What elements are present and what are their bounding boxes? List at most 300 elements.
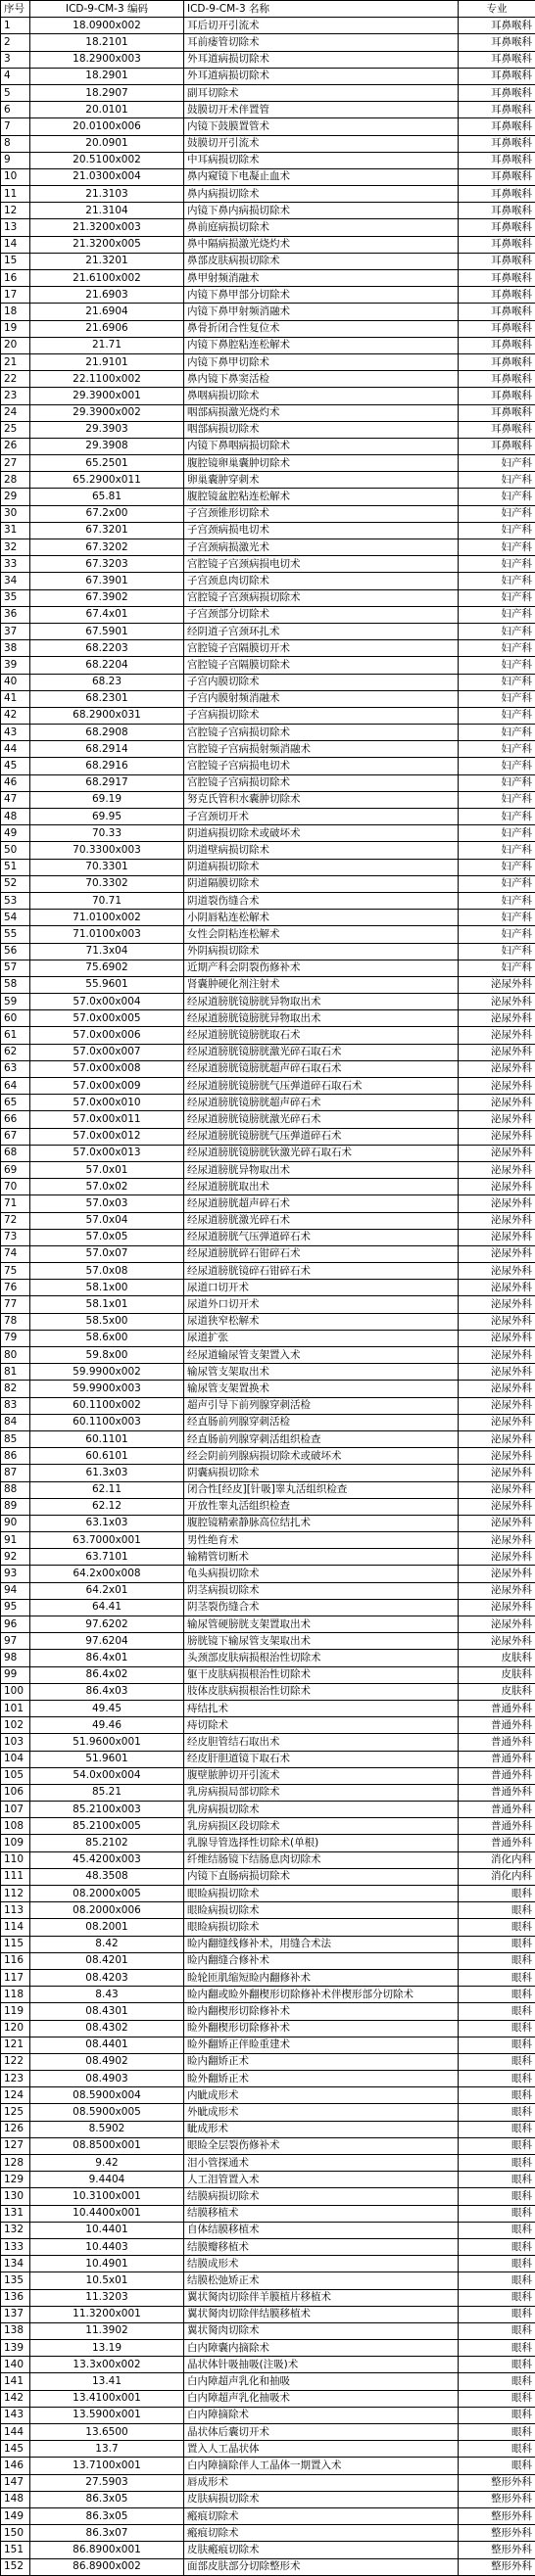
procedure-code: 68.2917 xyxy=(30,774,184,791)
procedure-name: 外耳道病损切除术 xyxy=(184,68,459,84)
table-row xyxy=(1,2424,535,2441)
row-index: 100 xyxy=(1,1683,30,1700)
procedure-code: 64.2x01 xyxy=(30,1582,184,1599)
specialty: 普通外科 xyxy=(459,1751,535,1767)
row-index: 47 xyxy=(1,791,30,808)
specialty: 泌尿外科 xyxy=(459,1498,535,1515)
table-row xyxy=(1,1751,535,1767)
table-row xyxy=(1,1430,535,1447)
row-index: 36 xyxy=(1,606,30,623)
table-row xyxy=(1,657,535,674)
procedure-name: 白内障超声乳化和抽吸 xyxy=(184,2373,459,2390)
procedure-code: 57.0x00x012 xyxy=(30,1128,184,1145)
procedure-name: 经尿道膀胱镜膀胱气压弹道碎石术 xyxy=(184,1128,459,1145)
procedure-code: 85.21 xyxy=(30,1784,184,1801)
row-index: 38 xyxy=(1,640,30,657)
procedure-name: 输精管切断术 xyxy=(184,1549,459,1566)
table-row xyxy=(1,2172,535,2188)
procedure-name: 经会阴前列腺病损切除术或破坏术 xyxy=(184,1448,459,1465)
procedure-code: 13.19 xyxy=(30,2340,184,2357)
specialty: 泌尿外科 xyxy=(459,1364,535,1381)
table-row xyxy=(1,640,535,657)
table-row xyxy=(1,1263,535,1280)
specialty: 普通外科 xyxy=(459,1700,535,1716)
table-row xyxy=(1,489,535,505)
procedure-code: 21.6100x002 xyxy=(30,270,184,287)
procedure-code: 11.3203 xyxy=(30,2289,184,2306)
row-index: 146 xyxy=(1,2458,30,2474)
row-index: 3 xyxy=(1,51,30,68)
row-index: 97 xyxy=(1,1633,30,1650)
specialty: 普通外科 xyxy=(459,1802,535,1818)
row-index: 121 xyxy=(1,2037,30,2053)
procedure-code: 10.4901 xyxy=(30,2256,184,2272)
specialty: 泌尿外科 xyxy=(459,1212,535,1229)
procedure-code: 45.4200x003 xyxy=(30,1851,184,1868)
table-row xyxy=(1,287,535,304)
row-index: 81 xyxy=(1,1364,30,1381)
procedure-code: 57.0x03 xyxy=(30,1195,184,1212)
procedure-code: 57.0x00x006 xyxy=(30,1027,184,1044)
specialty: 妇产科 xyxy=(459,589,535,606)
procedure-code: 10.4403 xyxy=(30,2238,184,2255)
row-index: 43 xyxy=(1,725,30,741)
procedure-name: 经尿道膀胱镜膀胱超声碎石术 xyxy=(184,1095,459,1111)
procedure-code: 57.0x07 xyxy=(30,1245,184,1262)
row-index: 102 xyxy=(1,1717,30,1734)
procedure-name: 经尿道膀胱镜膀胱取石术 xyxy=(184,1027,459,1044)
procedure-name: 经直肠前列腺穿刺活检 xyxy=(184,1414,459,1430)
row-index: 2 xyxy=(1,34,30,51)
procedure-name: 阴道病损切除术 xyxy=(184,859,459,875)
row-index: 92 xyxy=(1,1549,30,1566)
row-index: 55 xyxy=(1,926,30,943)
procedure-name: 翼状胬肉切除伴结膜移植术 xyxy=(184,2306,459,2322)
procedure-name: 腹壁脓肿切开引流术 xyxy=(184,1767,459,1784)
procedure-name: 经皮胆管结石取出术 xyxy=(184,1734,459,1751)
table-row xyxy=(1,337,535,353)
row-index: 120 xyxy=(1,2020,30,2037)
row-index: 78 xyxy=(1,1313,30,1330)
procedure-code: 11.3200x001 xyxy=(30,2306,184,2322)
row-index: 148 xyxy=(1,2491,30,2507)
row-index: 5 xyxy=(1,84,30,101)
procedure-code: 86.8900x002 xyxy=(30,2558,184,2575)
procedure-name: 外耳道病损切除术 xyxy=(184,51,459,68)
procedure-name: 肢体皮肤病损根治性切除术 xyxy=(184,1683,459,1700)
procedure-name: 耳后切开引流术 xyxy=(184,18,459,34)
procedure-code: 21.3103 xyxy=(30,186,184,203)
procedure-code: 21.3104 xyxy=(30,203,184,219)
table-row xyxy=(1,1734,535,1751)
procedure-code: 57.0x04 xyxy=(30,1212,184,1229)
row-index: 1 xyxy=(1,18,30,34)
row-index: 125 xyxy=(1,2104,30,2121)
procedure-name: 晶状体针吸抽吸(注吸)术 xyxy=(184,2357,459,2373)
procedure-code: 13.6500 xyxy=(30,2424,184,2441)
table-row xyxy=(1,960,535,976)
row-index: 48 xyxy=(1,809,30,825)
specialty: 眼科 xyxy=(459,2172,535,2188)
row-index: 35 xyxy=(1,589,30,606)
procedure-name: 鼻内病损切除术 xyxy=(184,186,459,203)
procedure-name: 外阴病损切除术 xyxy=(184,943,459,960)
procedure-code: 13.3x00x002 xyxy=(30,2357,184,2373)
procedure-code: 97.6202 xyxy=(30,1616,184,1633)
procedure-name: 阴道隔膜切除术 xyxy=(184,875,459,892)
table-row xyxy=(1,2474,535,2491)
specialty: 眼科 xyxy=(459,2458,535,2474)
procedure-name: 经尿道膀胱碎石钳碎石术 xyxy=(184,1245,459,1262)
procedure-code: 58.1x00 xyxy=(30,1280,184,1296)
procedure-code: 57.0x05 xyxy=(30,1229,184,1245)
specialty: 泌尿外科 xyxy=(459,1229,535,1245)
row-index: 107 xyxy=(1,1802,30,1818)
row-index: 90 xyxy=(1,1515,30,1531)
row-index: 67 xyxy=(1,1128,30,1145)
procedure-code: 67.5901 xyxy=(30,623,184,639)
specialty: 妇产科 xyxy=(459,707,535,724)
table-row xyxy=(1,674,535,690)
procedure-code: 21.0300x004 xyxy=(30,168,184,185)
procedure-code: 60.6101 xyxy=(30,1448,184,1465)
procedure-code: 60.1100x002 xyxy=(30,1397,184,1414)
procedure-code: 18.2901 xyxy=(30,68,184,84)
procedure-code: 08.2000x006 xyxy=(30,1902,184,1919)
row-index: 57 xyxy=(1,960,30,976)
table-row xyxy=(1,1296,535,1313)
procedure-code: 62.11 xyxy=(30,1481,184,1498)
procedure-name: 鼻骨折闭合性复位术 xyxy=(184,320,459,337)
row-index: 29 xyxy=(1,489,30,505)
procedure-name: 闭合性[经皮][针吸]睾丸活组织检查 xyxy=(184,1481,459,1498)
procedure-code: 20.0101 xyxy=(30,102,184,118)
table-row xyxy=(1,1616,535,1633)
specialty: 泌尿外科 xyxy=(459,1397,535,1414)
table-row xyxy=(1,1515,535,1531)
specialty: 妇产科 xyxy=(459,809,535,825)
specialty: 眼科 xyxy=(459,2424,535,2441)
procedure-code: 22.1100x002 xyxy=(30,371,184,388)
specialty: 妇产科 xyxy=(459,943,535,960)
procedure-code: 21.9101 xyxy=(30,353,184,370)
row-index: 76 xyxy=(1,1280,30,1296)
table-row xyxy=(1,472,535,489)
procedure-code: 86.4x01 xyxy=(30,1650,184,1666)
row-index: 131 xyxy=(1,2205,30,2222)
procedure-code: 68.2900x031 xyxy=(30,707,184,724)
row-index: 144 xyxy=(1,2424,30,2441)
specialty: 泌尿外科 xyxy=(459,976,535,993)
procedure-code: 08.2000x005 xyxy=(30,1886,184,1902)
procedure-code: 8.5902 xyxy=(30,2121,184,2137)
table-row xyxy=(1,2289,535,2306)
procedure-name: 睑内翻矫正术 xyxy=(184,2053,459,2070)
table-row xyxy=(1,1195,535,1212)
table-row xyxy=(1,1179,535,1195)
specialty: 皮肤科 xyxy=(459,1650,535,1666)
row-index: 112 xyxy=(1,1886,30,1902)
procedure-code: 08.4203 xyxy=(30,1969,184,1986)
table-row xyxy=(1,135,535,152)
procedure-name: 睑内翻缝合修补术 xyxy=(184,1952,459,1969)
procedure-name: 子宫内膜切除术 xyxy=(184,674,459,690)
procedure-name: 皮肤病损切除术 xyxy=(184,2491,459,2507)
specialty: 妇产科 xyxy=(459,892,535,909)
table-row xyxy=(1,1851,535,1868)
specialty: 泌尿外科 xyxy=(459,1280,535,1296)
row-index: 56 xyxy=(1,943,30,960)
row-index: 122 xyxy=(1,2053,30,2070)
procedure-name: 面部皮肤部分切除整形术 xyxy=(184,2558,459,2575)
specialty: 耳鼻喉科 xyxy=(459,287,535,304)
procedure-name: 睑外翻矫正术 xyxy=(184,2071,459,2087)
table-row xyxy=(1,809,535,825)
row-index: 147 xyxy=(1,2474,30,2491)
procedure-code: 21.3200x005 xyxy=(30,236,184,253)
procedure-code: 08.5900x005 xyxy=(30,2104,184,2121)
procedure-name: 内镜下鼻甲切除术 xyxy=(184,353,459,370)
row-index: 127 xyxy=(1,2137,30,2154)
specialty: 耳鼻喉科 xyxy=(459,270,535,287)
specialty: 妇产科 xyxy=(459,539,535,556)
table-row xyxy=(1,353,535,370)
procedure-name: 子宫颈部分切除术 xyxy=(184,606,459,623)
specialty: 妇产科 xyxy=(459,842,535,859)
procedure-name: 自体结膜移植术 xyxy=(184,2222,459,2238)
procedure-name: 经尿道膀胱超声碎石术 xyxy=(184,1195,459,1212)
row-index: 7 xyxy=(1,118,30,135)
row-index: 64 xyxy=(1,1078,30,1095)
procedure-name: 龟头病损切除术 xyxy=(184,1566,459,1582)
procedure-code: 08.4903 xyxy=(30,2071,184,2087)
procedure-name: 阴道壁病损切除术 xyxy=(184,842,459,859)
procedure-code: 57.0x00x004 xyxy=(30,994,184,1010)
specialty: 耳鼻喉科 xyxy=(459,253,535,269)
specialty: 泌尿外科 xyxy=(459,1347,535,1364)
specialty: 眼科 xyxy=(459,2373,535,2390)
row-index: 132 xyxy=(1,2222,30,2238)
specialty: 耳鼻喉科 xyxy=(459,118,535,135)
table-row xyxy=(1,1868,535,1885)
row-index: 62 xyxy=(1,1044,30,1060)
specialty: 整形外科 xyxy=(459,2491,535,2507)
table-row xyxy=(1,1666,535,1683)
specialty: 耳鼻喉科 xyxy=(459,34,535,51)
row-index: 41 xyxy=(1,690,30,707)
specialty: 眼科 xyxy=(459,2390,535,2407)
procedure-name: 输尿管硬膀胱支架置取出术 xyxy=(184,1616,459,1633)
procedure-name: 输尿管支架取出术 xyxy=(184,1364,459,1381)
procedure-name: 结膜移植术 xyxy=(184,2205,459,2222)
procedure-name: 努克氏管积水囊肿切除术 xyxy=(184,791,459,808)
row-index: 141 xyxy=(1,2373,30,2390)
specialty: 妇产科 xyxy=(459,640,535,657)
specialty: 妇产科 xyxy=(459,606,535,623)
table-row xyxy=(1,1330,535,1346)
specialty: 耳鼻喉科 xyxy=(459,320,535,337)
table-row xyxy=(1,2491,535,2507)
procedure-code: 59.9900x002 xyxy=(30,1364,184,1381)
procedure-name: 睑外翻楔形切除修补术 xyxy=(184,2020,459,2037)
procedure-name: 宫腔镜子宫隔膜切除术 xyxy=(184,657,459,674)
table-row xyxy=(1,2322,535,2339)
procedure-code: 10.3100x001 xyxy=(30,2188,184,2205)
table-row xyxy=(1,118,535,135)
row-index: 119 xyxy=(1,2003,30,2020)
procedure-code: 59.9900x003 xyxy=(30,1381,184,1397)
procedure-code: 65.2900x011 xyxy=(30,472,184,489)
procedure-name: 白内障摘除术 xyxy=(184,2407,459,2423)
procedure-name: 子宫内膜射频消融术 xyxy=(184,690,459,707)
specialty: 泌尿外科 xyxy=(459,1179,535,1195)
procedure-name: 睑内翻或睑外翻楔形切除修补术伴楔形部分切除术 xyxy=(184,1987,459,2003)
specialty: 泌尿外科 xyxy=(459,1111,535,1128)
table-row xyxy=(1,1161,535,1178)
specialty: 妇产科 xyxy=(459,741,535,758)
specialty: 泌尿外科 xyxy=(459,1245,535,1262)
table-row xyxy=(1,1582,535,1599)
procedure-code: 68.2204 xyxy=(30,657,184,674)
header-code: ICD-9-CM-3 编码 xyxy=(30,1,184,18)
row-index: 20 xyxy=(1,337,30,353)
specialty: 眼科 xyxy=(459,2155,535,2172)
table-row xyxy=(1,404,535,421)
procedure-code: 55.9601 xyxy=(30,976,184,993)
procedure-code: 59.8x00 xyxy=(30,1347,184,1364)
specialty: 普通外科 xyxy=(459,1835,535,1851)
specialty: 耳鼻喉科 xyxy=(459,337,535,353)
specialty: 眼科 xyxy=(459,2003,535,2020)
procedure-code: 58.6x00 xyxy=(30,1330,184,1346)
row-index: 129 xyxy=(1,2172,30,2188)
table-row xyxy=(1,606,535,623)
procedure-name: 经尿道膀胱气压弹道碎石术 xyxy=(184,1229,459,1245)
procedure-name: 置入人工晶状体 xyxy=(184,2441,459,2458)
procedure-name: 中耳病损切除术 xyxy=(184,152,459,168)
procedure-name: 肾囊肿硬化剂注射术 xyxy=(184,976,459,993)
table-row xyxy=(1,1397,535,1414)
table-row xyxy=(1,421,535,438)
procedure-name: 鼻内窥镜下电凝止血术 xyxy=(184,168,459,185)
row-index: 93 xyxy=(1,1566,30,1582)
specialty: 泌尿外科 xyxy=(459,1414,535,1430)
procedure-code: 29.3900x002 xyxy=(30,404,184,421)
row-index: 110 xyxy=(1,1851,30,1868)
procedure-name: 睑内翻缝线修补术，用缝合术法 xyxy=(184,1936,459,1952)
row-index: 116 xyxy=(1,1952,30,1969)
procedure-code: 49.46 xyxy=(30,1717,184,1734)
row-index: 88 xyxy=(1,1481,30,1498)
procedure-name: 宫腔镜子宫病损射频消融术 xyxy=(184,741,459,758)
table-row xyxy=(1,1886,535,1902)
specialty: 整形外科 xyxy=(459,2542,535,2558)
procedure-name: 子宫颈切开术 xyxy=(184,809,459,825)
row-index: 32 xyxy=(1,539,30,556)
table-row xyxy=(1,455,535,472)
table-row xyxy=(1,910,535,926)
procedure-code: 13.5900x001 xyxy=(30,2407,184,2423)
table-row xyxy=(1,2222,535,2238)
specialty: 眼科 xyxy=(459,2340,535,2357)
table-row xyxy=(1,2407,535,2423)
table-row xyxy=(1,1987,535,2003)
row-index: 4 xyxy=(1,68,30,84)
procedure-code: 86.3x05 xyxy=(30,2491,184,2507)
specialty: 眼科 xyxy=(459,1936,535,1952)
procedure-code: 51.9601 xyxy=(30,1751,184,1767)
table-row xyxy=(1,1245,535,1262)
row-index: 80 xyxy=(1,1347,30,1364)
table-row xyxy=(1,707,535,724)
procedure-name: 眦成形术 xyxy=(184,2121,459,2137)
procedure-name: 躯干皮肤病损根治性切除术 xyxy=(184,1666,459,1683)
specialty: 消化内科 xyxy=(459,1851,535,1868)
table-row xyxy=(1,2071,535,2087)
row-index: 13 xyxy=(1,219,30,236)
procedure-code: 29.3903 xyxy=(30,421,184,438)
procedure-name: 经尿道膀胱镜膀胱激光碎石取石术 xyxy=(184,1044,459,1060)
procedure-name: 耳前瘘管切除术 xyxy=(184,34,459,51)
specialty: 妇产科 xyxy=(459,505,535,522)
row-index: 53 xyxy=(1,892,30,909)
table-row xyxy=(1,320,535,337)
specialty: 妇产科 xyxy=(459,455,535,472)
procedure-name: 唇成形术 xyxy=(184,2474,459,2491)
table-row xyxy=(1,1818,535,1835)
procedure-code: 57.0x00x010 xyxy=(30,1095,184,1111)
procedure-name: 结膜成形术 xyxy=(184,2256,459,2272)
procedure-name: 纤维结肠镜下结肠息肉切除术 xyxy=(184,1851,459,1868)
row-index: 114 xyxy=(1,1919,30,1936)
table-body xyxy=(1,18,535,2576)
specialty: 眼科 xyxy=(459,2441,535,2458)
specialty: 泌尿外科 xyxy=(459,1582,535,1599)
specialty: 眼科 xyxy=(459,2407,535,2423)
table-row xyxy=(1,203,535,219)
table-row xyxy=(1,2205,535,2222)
procedure-code: 29.3900x001 xyxy=(30,388,184,404)
table-row xyxy=(1,186,535,203)
procedure-code: 11.3902 xyxy=(30,2322,184,2339)
table-row xyxy=(1,994,535,1010)
row-index: 59 xyxy=(1,994,30,1010)
procedure-code: 58.1x01 xyxy=(30,1296,184,1313)
procedure-code: 63.7000x001 xyxy=(30,1532,184,1549)
specialty: 眼科 xyxy=(459,2357,535,2373)
table-row xyxy=(1,2104,535,2121)
specialty: 整形外科 xyxy=(459,2525,535,2542)
procedure-name: 输尿管支架置换术 xyxy=(184,1381,459,1397)
procedure-code: 08.4302 xyxy=(30,2020,184,2037)
table-row xyxy=(1,1835,535,1851)
specialty: 泌尿外科 xyxy=(459,1430,535,1447)
procedure-name: 超声引导下前列腺穿刺活检 xyxy=(184,1397,459,1414)
specialty: 眼科 xyxy=(459,1919,535,1936)
procedure-code: 62.12 xyxy=(30,1498,184,1515)
row-index: 143 xyxy=(1,2407,30,2423)
procedure-name: 宫腔镜子宫颈病损切除术 xyxy=(184,589,459,606)
procedure-code: 61.3x03 xyxy=(30,1465,184,1481)
procedure-code: 64.2x00x008 xyxy=(30,1566,184,1582)
row-index: 37 xyxy=(1,623,30,639)
procedure-name: 子宫颈息肉切除术 xyxy=(184,573,459,589)
procedure-name: 女性会阴粘连松解术 xyxy=(184,926,459,943)
specialty: 泌尿外科 xyxy=(459,1616,535,1633)
table-row xyxy=(1,1414,535,1430)
procedure-code: 21.3200x003 xyxy=(30,219,184,236)
procedure-name: 晶状体后囊切开术 xyxy=(184,2424,459,2441)
